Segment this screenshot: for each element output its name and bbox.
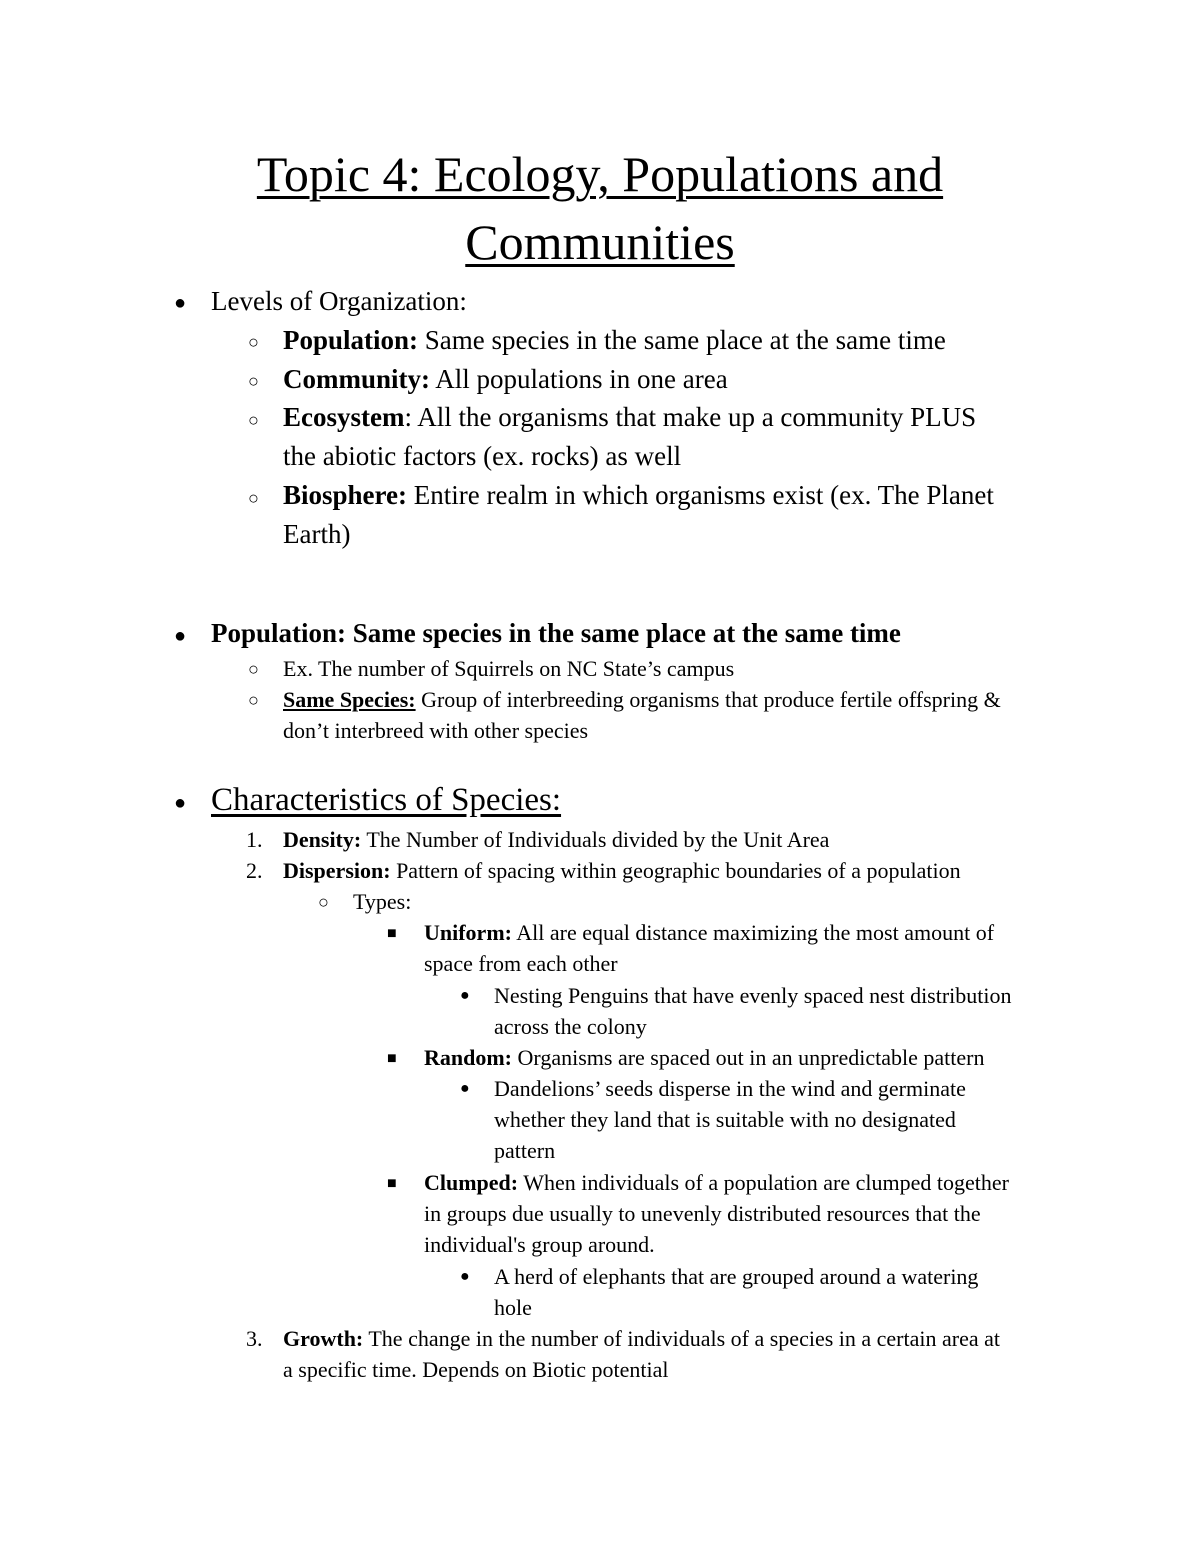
uniform-item-cont: space from each other	[424, 951, 618, 976]
bullet-icon: ●	[460, 987, 470, 1004]
list-number: 1.	[246, 827, 263, 852]
population-example: Ex. The number of Squirrels on NC State’s campus	[283, 656, 735, 681]
circle-bullet-icon: ○	[248, 659, 259, 679]
circle-bullet-icon: ○	[248, 410, 259, 430]
circle-bullet-icon: ○	[318, 892, 329, 912]
square-bullet-icon: ■	[387, 1050, 397, 1067]
bullet-icon: ●	[174, 625, 187, 647]
bullet-icon: ●	[174, 292, 187, 314]
circle-bullet-icon: ○	[248, 371, 259, 391]
random-example-cont2: pattern	[494, 1138, 556, 1163]
bullet-icon: ●	[174, 792, 187, 814]
list-number: 3.	[246, 1326, 263, 1351]
random-item: Random: Organisms are spaced out in an unpredictable pattern	[424, 1045, 985, 1070]
square-bullet-icon: ■	[387, 925, 397, 942]
random-example-cont: whether they land that is suitable with no designated	[494, 1107, 956, 1132]
uniform-item: Uniform: All are equal distance maximizing the most amount of	[424, 920, 995, 945]
circle-bullet-icon: ○	[248, 690, 259, 710]
clumped-item-cont: in groups due usually to unevenly distributed resources that the	[424, 1201, 981, 1226]
level-item-biosphere: Biosphere: Entire realm in which organisms exist (ex. The Planet	[283, 480, 994, 510]
uniform-example-cont: across the colony	[494, 1014, 647, 1039]
growth-item-cont: a specific time. Depends on Biotic potential	[283, 1357, 669, 1382]
bullet-icon: ●	[460, 1268, 470, 1285]
clumped-item-cont2: individual's group around.	[424, 1232, 655, 1257]
level-item-biosphere-cont: Earth)	[283, 519, 351, 549]
list-number: 2.	[246, 858, 263, 883]
characteristics-heading: Characteristics of Species:	[211, 782, 562, 818]
level-item-ecosystem: Ecosystem: All the organisms that make up a community PLUS	[283, 402, 977, 432]
level-item-ecosystem-cont: the abiotic factors (ex. rocks) as well	[283, 441, 682, 471]
levels-heading: Levels of Organization:	[211, 286, 467, 316]
types-label: Types:	[353, 889, 412, 914]
dispersion-item: Dispersion: Pattern of spacing within geographic boundaries of a population	[283, 858, 961, 883]
square-bullet-icon: ■	[387, 1175, 397, 1192]
page-title	[0, 140, 1200, 276]
population-heading: Population: Same species in the same place at the same time	[211, 618, 901, 648]
level-item-population: Population: Same species in the same place at the same time	[283, 325, 946, 355]
growth-item: Growth: The change in the number of individuals of a species in a certain area at	[283, 1326, 1000, 1351]
population-same-species: Same Species: Group of interbreeding organisms that produce fertile offspring &	[283, 687, 1001, 712]
circle-bullet-icon: ○	[248, 332, 259, 352]
clumped-example: A herd of elephants that are grouped around a watering	[494, 1264, 979, 1289]
circle-bullet-icon: ○	[248, 488, 259, 508]
density-item: Density: The Number of Individuals divided by the Unit Area	[283, 827, 830, 852]
random-example: Dandelions’ seeds disperse in the wind and germinate	[494, 1076, 966, 1101]
population-same-species-cont: don’t interbreed with other species	[283, 718, 589, 743]
clumped-example-cont: hole	[494, 1295, 532, 1320]
bullet-icon: ●	[460, 1080, 470, 1097]
title-line-1: Topic 4: Ecology, Populations and	[256, 146, 944, 202]
uniform-example: Nesting Penguins that have evenly spaced nest distribution	[494, 983, 1012, 1008]
clumped-item: Clumped: When individuals of a population are clumped together	[424, 1170, 1009, 1195]
level-item-community: Community: All populations in one area	[283, 364, 728, 394]
title-line-2: Communities	[465, 214, 735, 270]
